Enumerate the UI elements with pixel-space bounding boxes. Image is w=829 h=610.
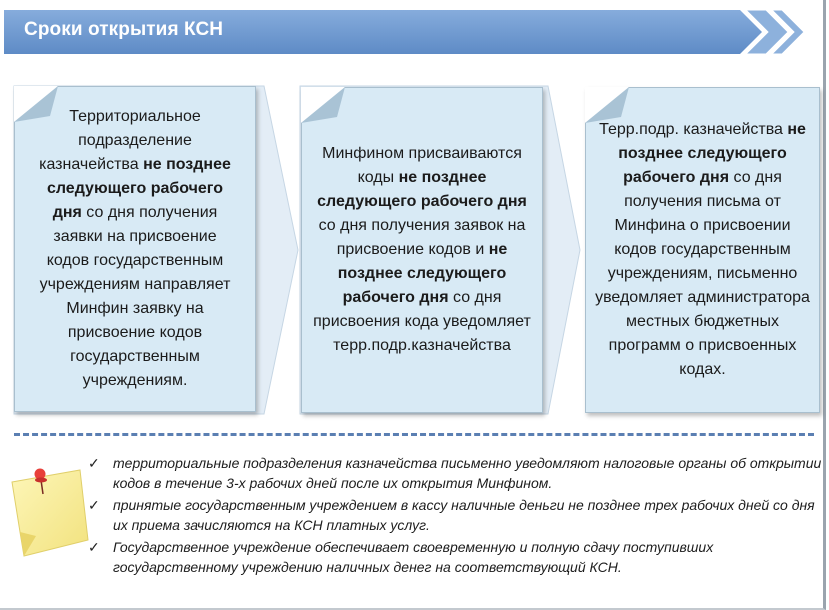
page-title: Сроки открытия КСН xyxy=(24,19,224,40)
plain-text: Терр.подр. казначейства xyxy=(599,121,788,138)
card-1-folded-corner xyxy=(14,86,58,122)
plain-text: Территориальное подразделение казначейства xyxy=(39,108,201,173)
plain-text: со дня присвоения кода уведомляет терр.подр.казначейства xyxy=(313,289,531,354)
note-text-1: территориальные подразделения казначейства письменно уведомляют налоговые органы об открытии кодов в течение 3-х рабочих дней после их открытия Минфином. xyxy=(113,455,822,491)
step-1-text xyxy=(31,105,239,393)
notes-list xyxy=(88,453,823,579)
list-item xyxy=(88,453,823,493)
list-item xyxy=(88,495,823,535)
plain-text: Минфином присваиваются коды xyxy=(322,145,522,186)
plain-text: со дня получения письма от Минфина о присвоении кодов государственным учреждениям, письменно уведомляет администратора местных бюджетных программ о присвоенных кодах. xyxy=(595,169,810,378)
emphasis-text: не позднее следующего рабочего дня xyxy=(317,169,527,210)
list-item xyxy=(88,537,823,577)
sticky-note-icon xyxy=(10,462,92,562)
emphasis-text: не позднее следующего рабочего дня xyxy=(618,121,806,186)
note-text-2: принятые государственным учреждением в кассу наличные деньги не позднее трех рабочих дней со дня их приема зачисляются на КСН платных услуг. xyxy=(113,497,815,533)
step-3-text xyxy=(594,118,811,382)
card-3-folded-corner xyxy=(585,87,629,123)
check-icon: ✓ xyxy=(88,497,100,513)
emphasis-text: не позднее следующего рабочего дня xyxy=(46,156,231,221)
plain-text: со дня получения заявок на присвоение кодов и xyxy=(318,217,526,258)
check-icon: ✓ xyxy=(88,539,100,555)
step-card-2 xyxy=(301,87,543,413)
dashed-divider xyxy=(14,433,814,436)
step-card-3 xyxy=(585,87,820,413)
emphasis-text: не позднее следующего рабочего дня xyxy=(337,241,508,306)
note-text-3: Государственное учреждение обеспечивает своевременную и полную сдачу поступивших государственному учреждению наличных денег на соответствующий КСН. xyxy=(113,539,714,575)
check-icon: ✓ xyxy=(88,455,100,471)
step-card-1 xyxy=(14,86,256,412)
plain-text: со дня получения заявки на присвоение кодов государственным учреждениям направляет Минфин заявку на присвоение кодов государственным учреждениям. xyxy=(39,204,231,389)
card-2-folded-corner xyxy=(301,87,345,123)
step-2-text xyxy=(312,142,532,358)
